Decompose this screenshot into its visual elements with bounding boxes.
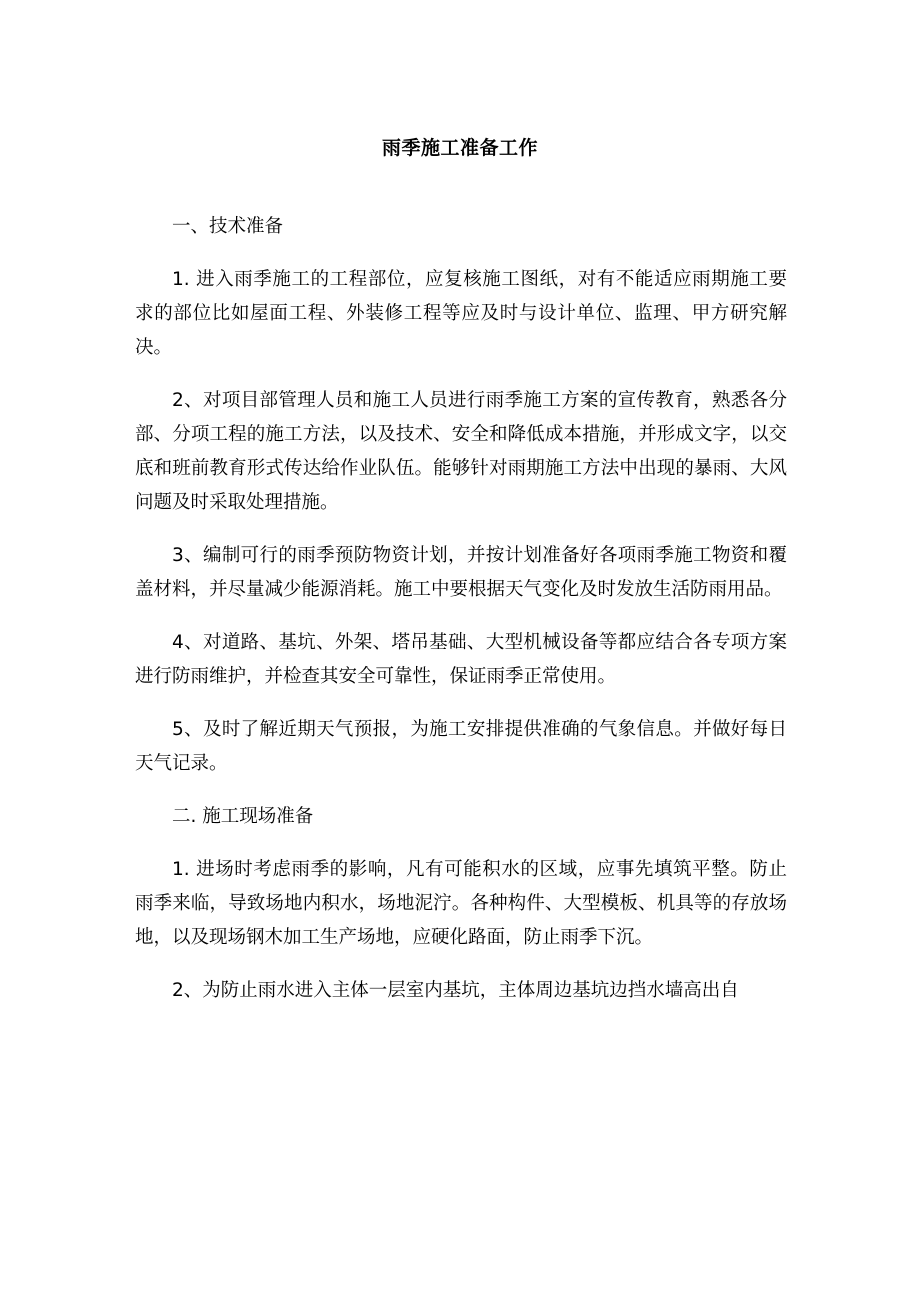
paragraph: 4、对道路、基坑、外架、塔吊基础、大型机械设备等都应结合各专项方案进行防雨维护，并检查其安全可靠性，保证雨季正常使用。 bbox=[135, 632, 787, 687]
document-title: 雨季施工准备工作 bbox=[381, 137, 538, 159]
paragraph: 2、对项目部管理人员和施工人员进行雨季施工方案的宣传教育，熟悉各分部、分项工程的施工方法，以及技术、安全和降低成本措施，并形成文字，以交底和班前教育形式传达给作业队伍。能够针对雨期施工方法中出现的暴雨、大风问题及时采取处理措施。 bbox=[135, 390, 787, 513]
section-heading-technical: 一、技术准备 bbox=[172, 216, 284, 237]
section-heading-site: 二. 施工现场准备 bbox=[172, 806, 314, 827]
document-body bbox=[135, 210, 787, 1027]
paragraph: 1. 进入雨季施工的工程部位，应复核施工图纸，对有不能适应雨期施工要求的部位比如屋面工程、外装修工程等应及时与设计单位、监理、甲方研究解决。 bbox=[135, 269, 787, 358]
paragraph: 5、及时了解近期天气预报，为施工安排提供准确的气象信息。并做好每日天气记录。 bbox=[135, 719, 787, 774]
paragraph: 1. 进场时考虑雨季的影响，凡有可能积水的区域，应事先填筑平整。防止雨季来临，导致场地内积水，场地泥泞。各种构件、大型模板、机具等的存放场地，以及现场钢木加工生产场地，应硬化路面，防止雨季下沉。 bbox=[135, 859, 787, 948]
paragraph: 2、为防止雨水进入主体一层室内基坑，主体周边基坑边挡水墙高出自 bbox=[172, 980, 739, 1001]
paragraph: 3、编制可行的雨季预防物资计划，并按计划准备好各项雨季施工物资和覆盖材料，并尽量减少能源消耗。施工中要根据天气变化及时发放生活防雨用品。 bbox=[135, 545, 787, 600]
